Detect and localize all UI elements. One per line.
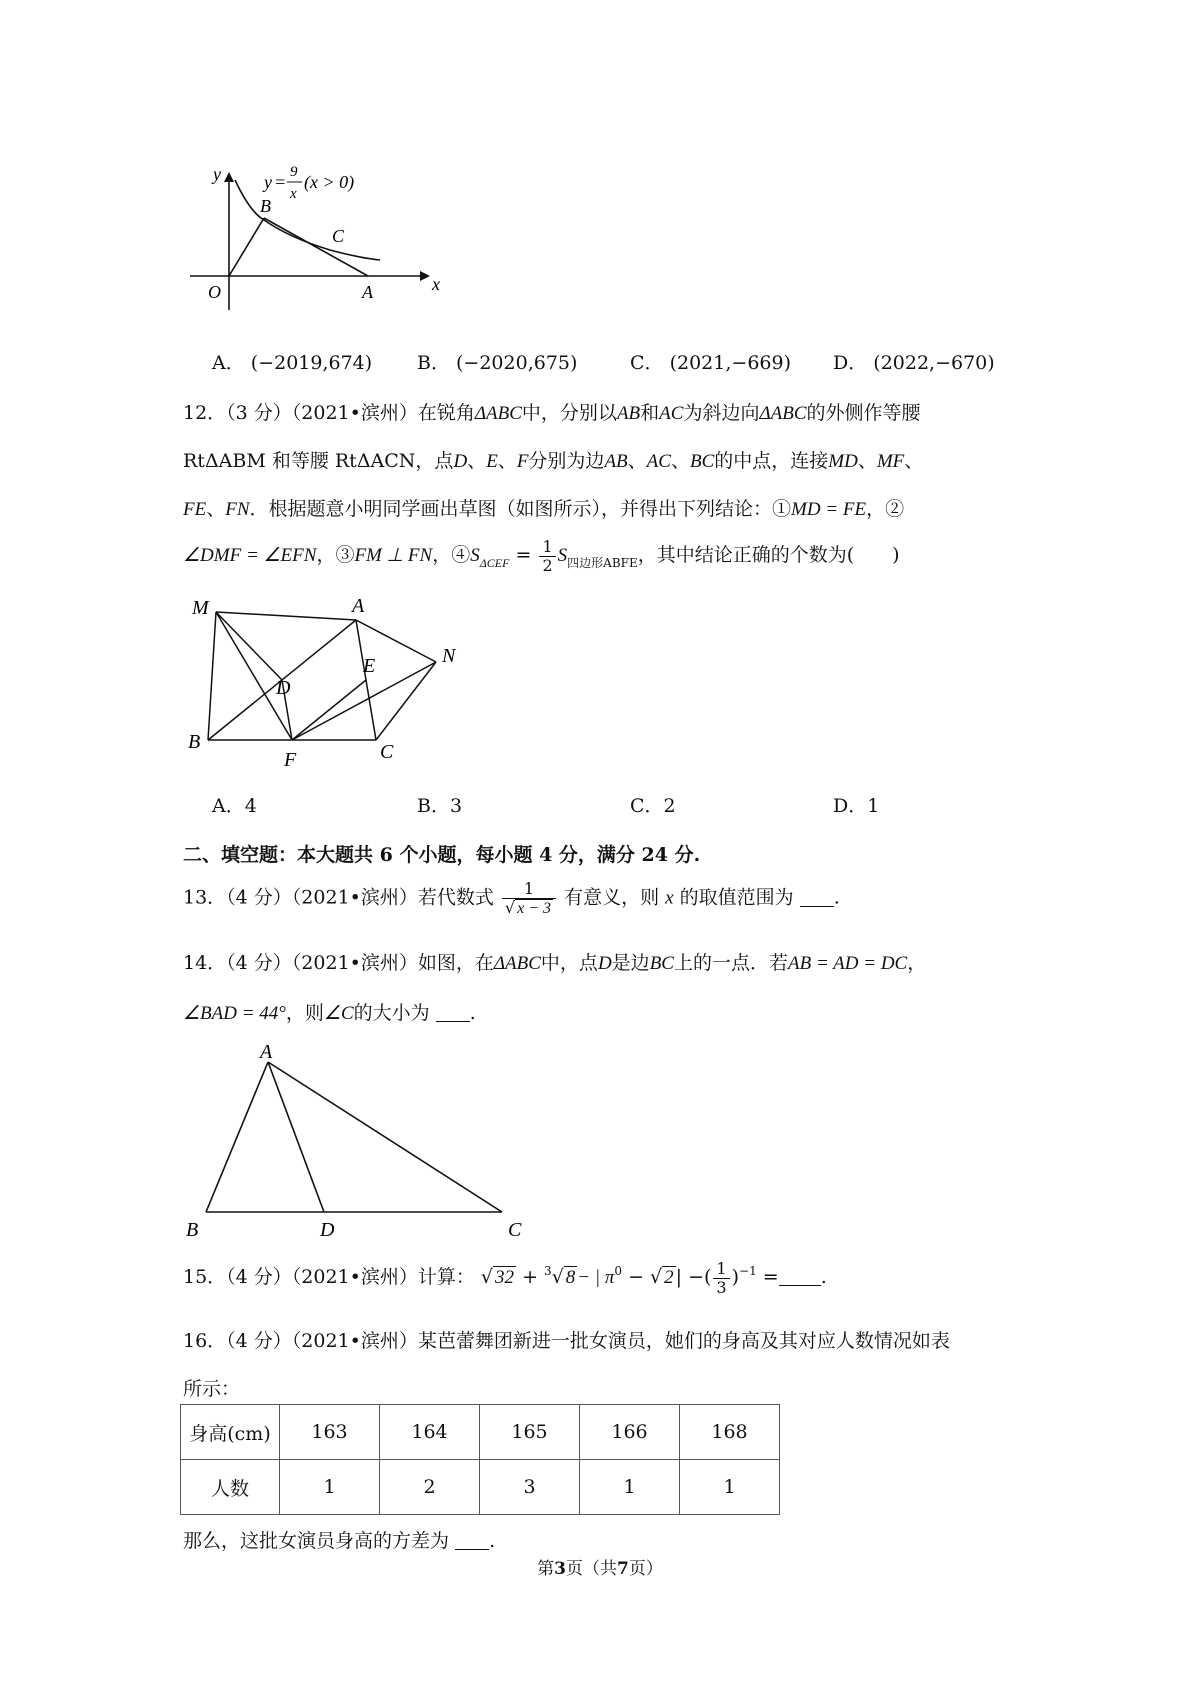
q12-line4-a: ，③ — [316, 544, 355, 567]
q16-row2-header: 人数 — [181, 1460, 280, 1515]
q12-seg-md — [216, 612, 282, 680]
q14-line-1 — [183, 948, 926, 975]
q12-label-m: M — [192, 597, 209, 619]
q12-seg-ma — [216, 612, 356, 620]
q12-line2-sep5: 、 — [857, 450, 877, 472]
q11-origin-label: O — [208, 282, 221, 302]
table-cell: 164 — [380, 1405, 480, 1460]
q11-curve-label-num: 9 — [290, 164, 298, 180]
q15-zero-exp: 0 — [614, 1264, 623, 1279]
q12-line4-sub2: 四边形ABFE — [567, 556, 638, 571]
q12-line2-sep4: 、 — [670, 450, 690, 472]
q12-label-b: B — [188, 731, 201, 753]
q13-end: . — [833, 886, 840, 909]
q12-line4-eq: = — [515, 544, 532, 567]
q15-fraction — [713, 1260, 729, 1296]
q14-answer-blank[interactable] — [436, 1005, 470, 1022]
q12-line2-b: 分别为边 — [528, 450, 605, 472]
q11-option-c-label: C． — [630, 352, 664, 374]
q12-option-b-label: B． — [417, 795, 450, 817]
q12-option-d-label: D． — [833, 795, 868, 817]
q14-label-b: B — [186, 1219, 199, 1240]
q14-line1-a: 14．（4 分）（2021•滨州）如图，在 — [183, 952, 494, 974]
q12-line4-sub1: ΔCEF — [479, 556, 510, 571]
q12-line4-perp: FM ⊥ FN — [354, 545, 433, 567]
q12-line4-s: S — [470, 545, 480, 567]
table-cell: 166 — [580, 1405, 680, 1460]
q12-line1-e: 的外侧作等腰 — [806, 402, 921, 424]
q13-num: 1 — [502, 880, 556, 899]
q12-option-a-label: A． — [212, 795, 245, 817]
table-row — [181, 1405, 780, 1460]
q14-line1-bc: BC — [649, 953, 674, 974]
q12-option-b[interactable] — [417, 791, 462, 818]
q12-line-4 — [183, 538, 900, 574]
q12-half-den: 2 — [542, 555, 553, 575]
q12-line1-c: 和 — [640, 402, 660, 424]
q15-root-index: 3 — [544, 1264, 552, 1279]
q14-label-c: C — [508, 1219, 522, 1240]
q12-line1-b: 中，分别以 — [521, 402, 617, 424]
q12-label-a: A — [352, 595, 365, 617]
q12-line1-tri2: ΔABC — [759, 403, 807, 424]
q12-line2-ab: AB — [604, 451, 628, 472]
q12-line-2 — [183, 446, 923, 473]
q15-answer-blank[interactable] — [779, 1269, 821, 1286]
table-cell: 165 — [480, 1405, 580, 1460]
q11-axis-y-label: y — [213, 164, 221, 184]
q16-line-2: 所示： — [183, 1378, 241, 1400]
q14-line1-f: ， — [907, 952, 927, 974]
q11-y-arrow — [224, 172, 234, 182]
q12-option-a-value: 4 — [244, 795, 257, 817]
q11-option-b-value: (−2020,675) — [456, 352, 578, 374]
q15-radicand-2: 8 — [565, 1267, 576, 1289]
q14-line-2 — [183, 998, 476, 1025]
q11-segment-ba — [264, 218, 368, 276]
q12-seg-fe — [292, 680, 366, 740]
q14-line1-c: 是边 — [611, 952, 650, 974]
footer-b: 页（共 — [566, 1559, 617, 1579]
q12-geometry-figure — [180, 590, 470, 775]
q12-line3-sep: 、 — [206, 498, 226, 520]
q12-option-d[interactable] — [833, 791, 879, 818]
q11-option-c[interactable] — [630, 348, 791, 375]
q12-line2-e: E — [486, 451, 498, 472]
q15-end: . — [820, 1266, 827, 1289]
q11-curve-label-eq: = — [274, 172, 287, 192]
q12-line1-ab: AB — [616, 403, 641, 424]
q15-cbrt8: $^3$√ 8 — [544, 1264, 576, 1289]
q12-option-b-value: 3 — [449, 795, 463, 817]
q15-sqrt32: √ 32 — [480, 1266, 515, 1289]
q11-point-b-label: B — [260, 196, 271, 216]
q14-triangle-figure — [180, 1040, 540, 1240]
q12-half-num: 1 — [539, 538, 555, 557]
q12-line-1 — [183, 398, 921, 425]
q14-seg-ad — [268, 1062, 324, 1212]
q13-den-radicand: x − 3 — [517, 899, 552, 917]
q15-exp: −1 — [739, 1264, 757, 1279]
q12-line3-fn: FN — [225, 499, 250, 520]
q12-half-fraction — [539, 538, 555, 574]
q11-hyperbola-curve — [235, 180, 380, 260]
q14-line1-tri: ΔABC — [493, 953, 541, 974]
table-cell: 3 — [480, 1460, 580, 1515]
q15-radicand-3: 2 — [664, 1267, 674, 1289]
q15-eq: = — [762, 1266, 779, 1289]
q14-line2-a: ，则 — [285, 1002, 324, 1024]
q11-hyperbola-figure — [180, 160, 440, 320]
q12-option-a[interactable] — [212, 791, 257, 818]
q12-label-e: E — [363, 655, 376, 677]
q14-label-a: A — [260, 1041, 273, 1063]
q12-line1-d: 为斜边向 — [683, 402, 760, 424]
q11-point-c-label: C — [332, 226, 345, 246]
q14-line2-c: ∠C — [323, 1003, 354, 1024]
q12-line1-a: 12．（3 分）（2021•滨州）在锐角 — [183, 402, 475, 424]
q12-line4-s2: S — [557, 545, 568, 567]
q11-x-arrow — [420, 271, 430, 281]
table-cell: 163 — [280, 1405, 380, 1460]
q11-option-a-value: (−2019,674) — [250, 352, 373, 374]
q13-text-c: 的取值范围为 — [679, 886, 794, 909]
footer-c: 页） — [628, 1559, 663, 1579]
q11-option-d-label: D． — [833, 352, 868, 374]
q11-axis-x-label: x — [432, 274, 440, 294]
q11-point-a-label: A — [362, 282, 373, 302]
q16-line-1: 16．（4 分）（2021•滨州）某芭蕾舞团新进一批女演员，她们的身高及其对应人数情况如表 — [183, 1330, 950, 1352]
footer-total-pages: 7 — [617, 1559, 629, 1579]
q12-line2-a: RtΔABM 和等腰 RtΔACN，点 — [183, 450, 454, 472]
q12-line2-d: D — [453, 451, 468, 472]
q12-option-c[interactable] — [630, 791, 676, 818]
q15-rest2: − — [628, 1266, 644, 1289]
q11-curve-label-cond: (x > 0) — [304, 172, 355, 192]
q11-option-b[interactable] — [417, 348, 577, 375]
q12-option-c-value: 2 — [663, 795, 676, 817]
q12-line2-sep6: 、 — [904, 450, 924, 472]
q12-seg-mb — [208, 612, 216, 740]
q12-line3-fe: FE — [183, 499, 207, 520]
q12-line4-c: ，其中结论正确的个数为( ) — [637, 544, 900, 567]
q12-line2-bc: BC — [689, 451, 715, 472]
q16-line3-end: . — [489, 1530, 496, 1552]
q15-sqrt2: √ 2 — [650, 1266, 674, 1289]
table-cell: 1 — [680, 1460, 780, 1515]
q13-fraction — [502, 880, 556, 917]
q12-line4-b: ，④ — [432, 544, 471, 567]
q14-line2-angle: ∠BAD = 44° — [183, 1003, 286, 1024]
section-2-heading: 二、填空题：本大题共 6 个小题，每小题 4 分，满分 24 分. — [183, 844, 701, 866]
q16-line-3 — [183, 1526, 495, 1553]
q15-rest: − | π — [577, 1267, 615, 1289]
q15-rest4: ) — [731, 1266, 740, 1289]
footer-a: 第 — [537, 1559, 555, 1579]
q15-num: 1 — [713, 1260, 729, 1279]
page-footer — [0, 1554, 1200, 1579]
q12-option-c-label: C． — [630, 795, 664, 817]
q14-line1-d: D — [597, 953, 612, 974]
q11-segment-ob — [229, 218, 264, 276]
q11-curve-label-y: y — [264, 172, 272, 192]
table-cell: 168 — [680, 1405, 780, 1460]
q12-label-d: D — [276, 677, 291, 699]
q16-answer-blank[interactable] — [455, 1533, 489, 1550]
q12-label-n: N — [442, 645, 456, 667]
q12-line-3 — [183, 494, 904, 521]
q11-option-b-label: B． — [417, 352, 450, 374]
q12-line2-md: MD — [828, 451, 858, 472]
q12-line3-eq: MD = FE — [791, 499, 867, 520]
q12-line2-sep2: 、 — [497, 450, 517, 472]
q16-line3-text: 那么，这批女演员身高的方差为 — [183, 1530, 450, 1552]
q12-line3-a: ．根据题意小明同学画出草图（如图所示），并得出下列结论：① — [249, 498, 792, 520]
q11-option-d-value: (2022,−670) — [873, 352, 995, 374]
q13-text-b: 有意义，则 — [564, 886, 660, 909]
q12-line1-tri: ΔABC — [474, 403, 522, 424]
q14-line2-end: . — [469, 1002, 476, 1024]
q12-line3-b: ，② — [866, 498, 905, 520]
q15-radicand-1: 32 — [495, 1267, 515, 1289]
q11-option-a[interactable] — [212, 348, 372, 375]
q12-line2-sep1: 、 — [467, 450, 487, 472]
q11-option-a-label: A． — [212, 352, 245, 374]
q12-line2-c: 的中点，连接 — [714, 450, 829, 472]
table-cell: 1 — [580, 1460, 680, 1515]
q12-seg-nc — [376, 662, 436, 740]
q14-line2-b: 的大小为 — [353, 1002, 430, 1024]
q15-rest3: | −( — [675, 1266, 712, 1289]
q16-row1-header: 身高(cm) — [181, 1405, 280, 1460]
q11-curve-label-den: x — [290, 186, 297, 202]
q12-label-f: F — [284, 749, 297, 771]
q15-den: 3 — [716, 1277, 727, 1297]
q12-option-d-value: 1 — [867, 795, 880, 817]
q11-option-c-value: (2021,−669) — [669, 352, 791, 374]
q14-line1-e: 上的一点．若 — [673, 952, 788, 974]
q13-line — [183, 880, 840, 917]
q13-x: x — [665, 887, 674, 909]
q14-seg-ac — [268, 1062, 502, 1212]
q14-label-d: D — [320, 1219, 335, 1240]
q14-line1-eq: AB = AD = DC — [787, 953, 908, 974]
q15-text-a: 15．（4 分）（2021•滨州）计算： — [183, 1266, 475, 1289]
q13-text-a: 13．（4 分）（2021•滨州）若代数式 — [183, 886, 494, 909]
q11-option-d[interactable] — [833, 348, 995, 375]
q12-line2-ac: AC — [646, 451, 671, 472]
footer-page-number: 3 — [554, 1559, 566, 1579]
q12-line2-mf: MF — [876, 451, 905, 472]
q12-line2-sep3: 、 — [627, 450, 647, 472]
q16-heights-table — [180, 1404, 780, 1515]
q14-seg-ab — [206, 1062, 268, 1212]
q12-label-c: C — [380, 741, 394, 763]
q13-den: √ x − 3 — [504, 897, 552, 917]
q12-seg-mf — [216, 612, 292, 740]
q12-line2-f: F — [516, 451, 529, 472]
q12-line1-ac: AC — [659, 403, 684, 424]
q14-line1-b: 中，点 — [540, 952, 598, 974]
table-cell: 2 — [380, 1460, 480, 1515]
table-cell: 1 — [280, 1460, 380, 1515]
q15-line — [183, 1260, 827, 1296]
table-row — [181, 1460, 780, 1515]
q13-answer-blank[interactable] — [800, 890, 834, 907]
q12-line4-angles: ∠DMF = ∠EFN — [183, 545, 317, 567]
q15-plus: + — [522, 1266, 538, 1289]
